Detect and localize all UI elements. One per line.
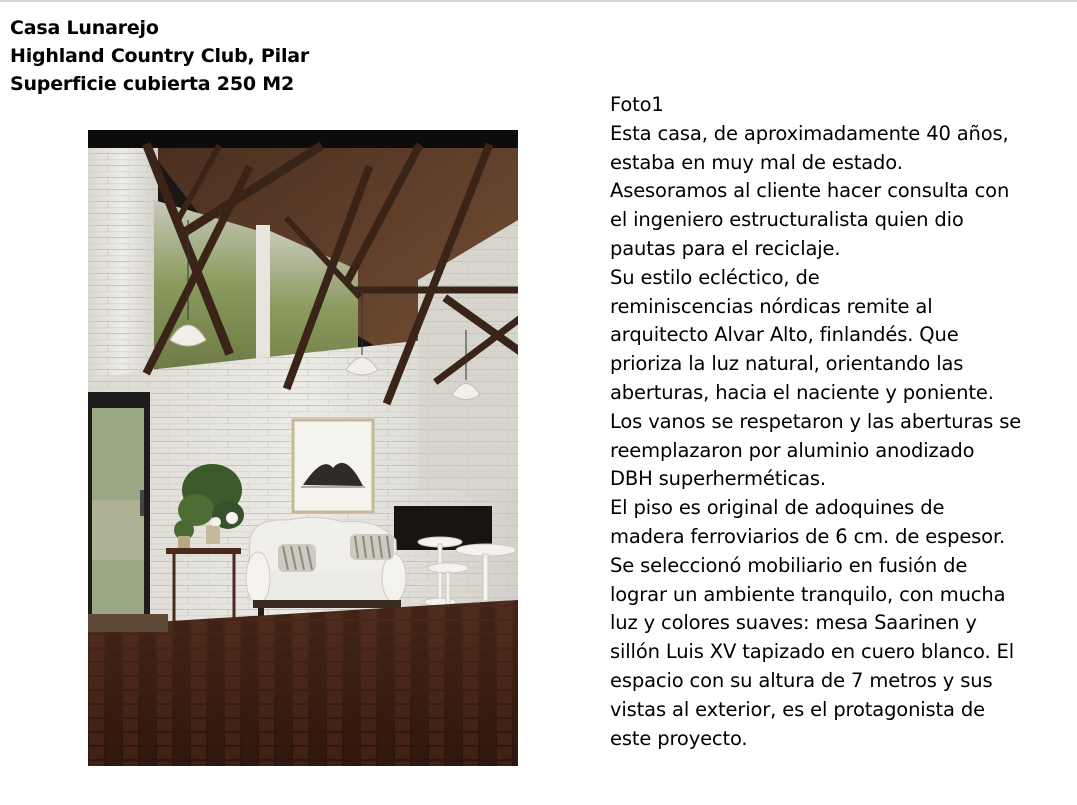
description-line: aberturas, hacia el naciente y poniente. bbox=[610, 380, 994, 404]
description-line: pautas para el reciclaje. bbox=[610, 236, 841, 260]
document-header bbox=[10, 14, 309, 98]
description-line: reminiscencias nórdicas remite al bbox=[610, 294, 933, 318]
description-line: el ingeniero estructuralista quien dio bbox=[610, 208, 964, 232]
project-location: Highland Country Club, Pilar bbox=[10, 45, 310, 67]
project-description bbox=[610, 91, 1070, 753]
description-line: Esta casa, de aproximadamente 40 años, bbox=[610, 121, 1009, 145]
description-line: prioriza la luz natural, orientando las bbox=[610, 352, 964, 376]
interior-photo bbox=[88, 130, 518, 766]
description-line: sillón Luis XV tapizado en cuero blanco. El bbox=[610, 640, 1014, 664]
description-line: espacio con su altura de 7 metros y sus bbox=[610, 668, 993, 692]
photo-caption: Foto1 bbox=[610, 93, 664, 116]
description-line: vistas al exterior, es el protagonista de bbox=[610, 697, 985, 721]
description-line: DBH superherméticas. bbox=[610, 467, 826, 491]
interior-photo-illustration bbox=[88, 130, 518, 766]
project-area: Superficie cubierta 250 M2 bbox=[10, 73, 295, 95]
description-line: este proyecto. bbox=[610, 726, 748, 750]
description-line: reemplazaron por aluminio anodizado bbox=[610, 438, 975, 462]
description-line: luz y colores suaves: mesa Saarinen y bbox=[610, 611, 977, 635]
description-line: Se seleccionó mobiliario en fusión de bbox=[610, 553, 968, 577]
description-line: El piso es original de adoquines de bbox=[610, 496, 945, 520]
description-line: lograr un ambiente tranquilo, con mucha bbox=[610, 582, 1006, 606]
description-line: arquitecto Alvar Alto, finlandés. Que bbox=[610, 323, 959, 347]
description-line: madera ferroviarios de 6 cm. de espesor. bbox=[610, 524, 1006, 548]
description-line: Asesoramos al cliente hacer consulta con bbox=[610, 179, 1010, 203]
description-line: estaba en muy mal de estado. bbox=[610, 150, 903, 174]
description-line: Su estilo ecléctico, de bbox=[610, 265, 820, 289]
description-line: Los vanos se respetaron y las aberturas se bbox=[610, 409, 1022, 433]
page-top-border bbox=[0, 0, 1077, 2]
project-name: Casa Lunarejo bbox=[10, 17, 159, 39]
